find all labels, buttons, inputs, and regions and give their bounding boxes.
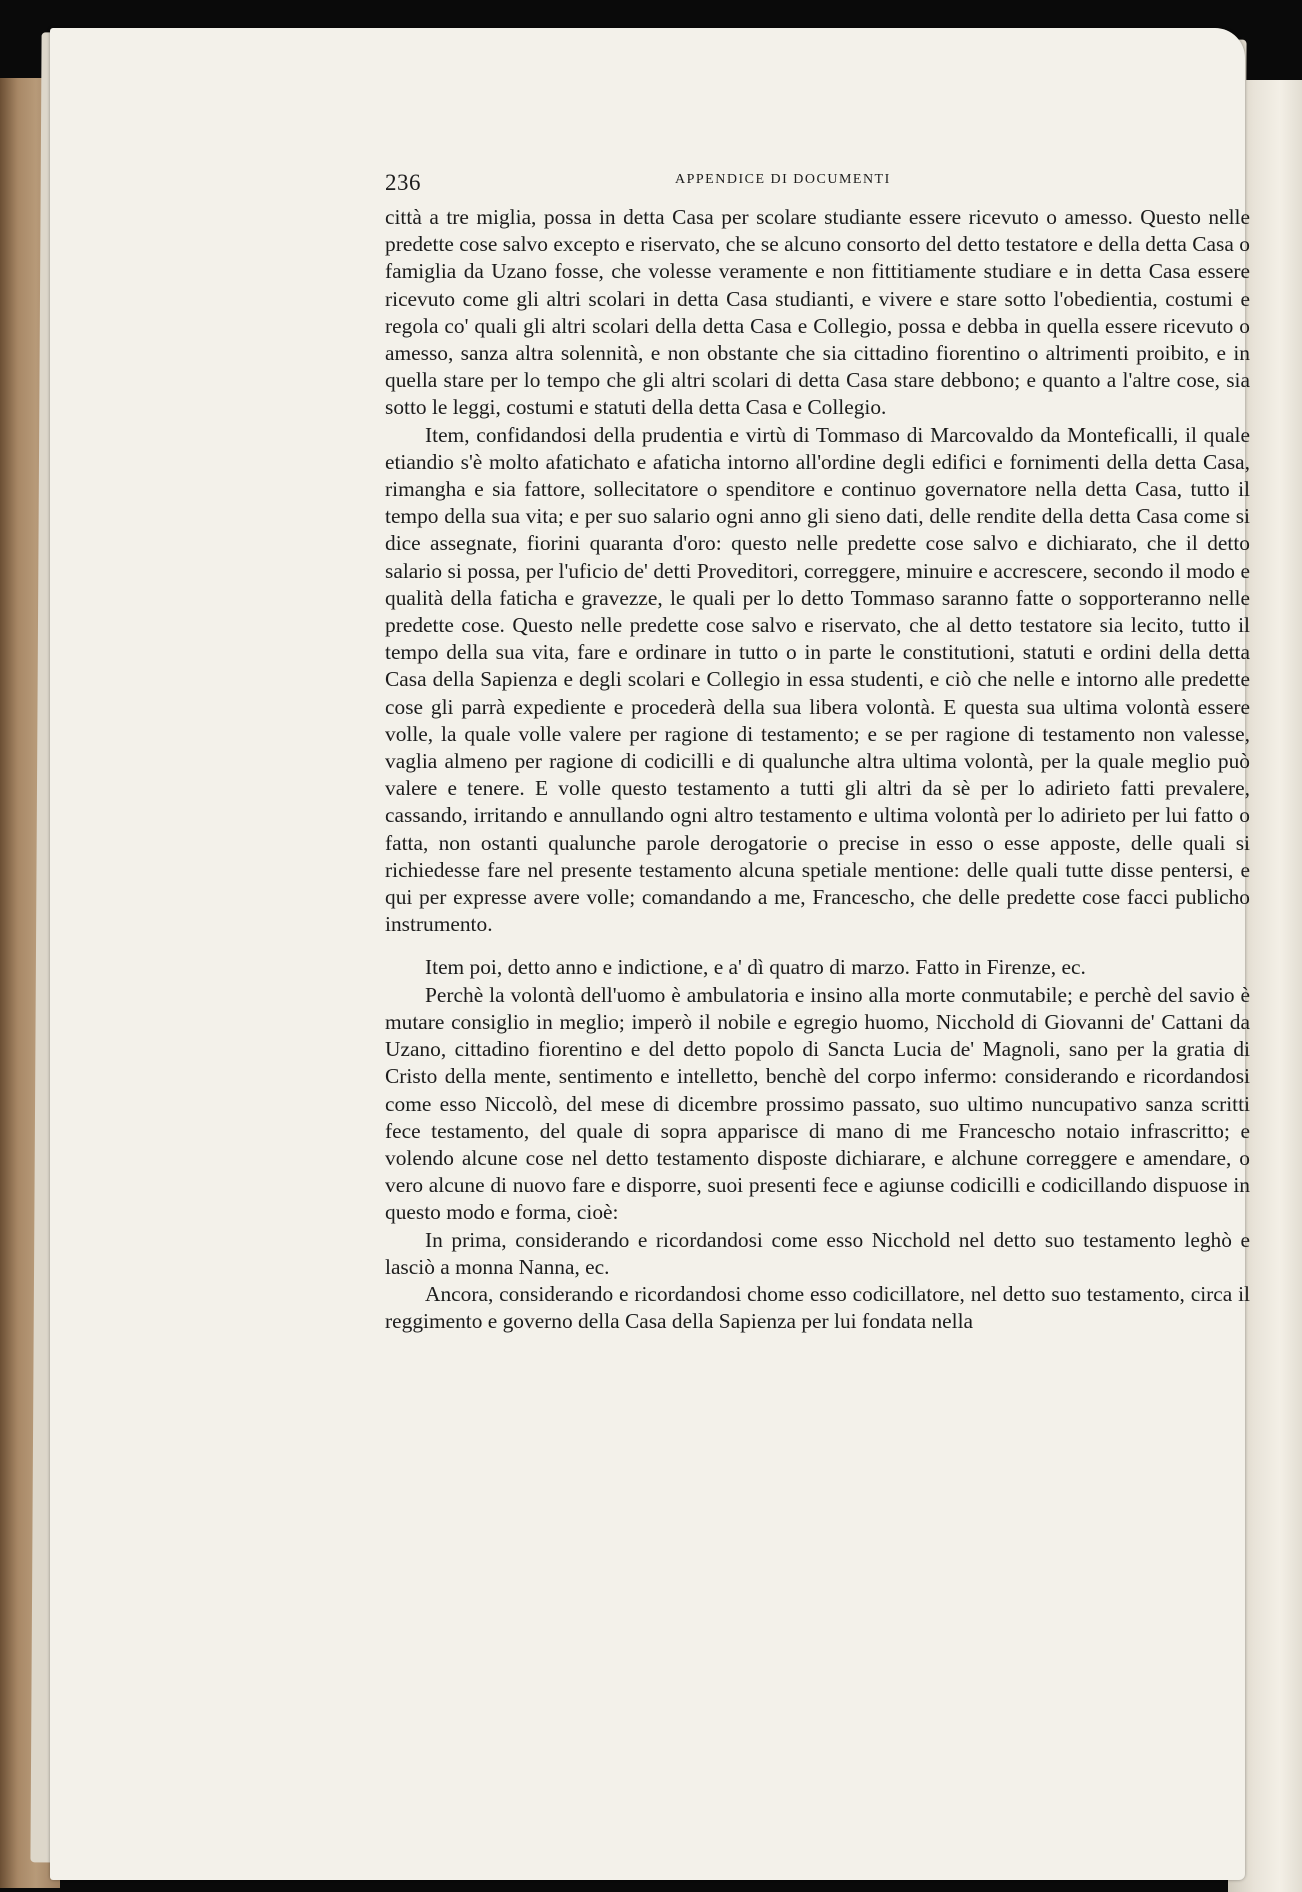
page-header [385,170,1250,204]
paragraph: Ancora, considerando e ricordandosi chome esso codicillatore, nel detto suo testamento, circa il reggimento e governo della Casa della Sapienza per lui fondata nella [385,1281,1250,1334]
paragraph: In prima, considerando e ricordandosi come esso Nicchold nel detto suo testamento leghò e lasciò a monna Nanna, ec. [385,1227,1250,1279]
paragraph: città a tre miglia, possa in detta Casa per scolare studiante essere ricevuto o amesso. Questo nelle predette cose salvo excepto e riservato, che se alcuno consorto del detto testatore e della detta Casa o famiglia da Uzano fosse, che volesse veramente e non fittitiamente studiare e in detta Casa essere ricevuto come gli altri scolari in detta Casa studianti, e vivere e stare sotto l'obedientia, costumi e regola co' quali gli altri scolari della detta Casa e Collegio, possa e debba in quella essere ricevuto o amesso, sanza altra solennità, e non obstante che sia cittadino fiorentino o altrimenti proibito, e in quella stare per lo tempo che gli altri scolari di detta Casa stare debbono; e quanto a l'altre cose, sia sotto le leggi, costumi e statuti della detta Casa e Collegio. [385,205,1250,420]
section-break [385,938,1250,954]
book-page [50,28,1250,1880]
running-head: APPENDICE DI DOCUMENTI [675,172,891,187]
page-number: 236 [385,170,421,195]
paragraph: Item, confidandosi della prudentia e virtù di Tommaso di Marcovaldo da Monteficalli, il quale etiandio s'è molto afatichato e afaticha intorno all'ordine degli edifici e fornimenti della detta Casa, rimangha e sia fattore, sollecitatore o spenditore e continuo governatore nella detta Casa, tutto il tempo della sua vita; e per suo salario ogni anno gli sieno dati, delle rendite della detta Casa come si dice assegnate, fiorini quaranta d'oro: questo nelle predette cose salvo e dichiarato, che il detto salario si possa, per l'uficio de' detti Proveditori, correggere, minuire e accrescere, secondo il modo e qualità della faticha e gravezze, le quali per lo detto Tommaso saranno fatte o sopporteranno nelle predette cose. Questo nelle predette cose salvo e riservato, che al detto testatore sia lecito, tutto il tempo della sua vita, fare e ordinare in tutto o in parte le constitutioni, statuti e ordini della detta Casa della Sapienza e degli scolari e Collegio in essa studenti, e ciò che nelle e intorno alle predette cose gli parrà expediente e procederà della sua libera volontà. E questa sua ultima volontà essere volle, la quale volle valere per ragione di testamento; e se per ragione di testamento non valesse, vaglia almeno per ragione di codicilli e di qualunche altra ultima volontà, per la quale meglio può valere e tenere. E volle questo testamento a tutti gli altri da sè per lo adirieto fatti prevalere, cassando, irritando e annullando ogni altro testamento e ultima volontà per lo adirieto per lui fatto o fatta, non ostanti qualunche parole derogatorie o precise in esso o esse apposte, delle quali si richiedesse fare nel presente testamento alcuna spetiale mentione: delle quali tutte disse pentersi, e qui per expresse avere volle; comandando a me, Francescho, che delle predette cose facci publicho instrumento. [385,422,1250,937]
page-text-block [385,170,1250,1335]
paragraph: Item poi, detto anno e indictione, e a' dì quatro di marzo. Fatto in Firenze, ec. [425,955,1086,980]
paragraph: Perchè la volontà dell'uomo è ambulatoria e insino alla morte conmutabile; e perchè del savio è mutare consiglio in meglio; imperò il nobile e egregio huomo, Nicchold di Giovanni de' Cattani da Uzano, cittadino fiorentino e del detto popolo di Sancta Lucia de' Magnoli, sano per la gratia di Cristo della mente, sentimento e intelletto, benchè del corpo infermo: considerando e ricordandosi come esso Niccolò, del mese di dicembre prossimo passato, suo ultimo nuncupativo sanza scritti fece testamento, del quale di sopra apparisce di mano di me Francescho notaio infrascritto; e volendo alcune cose nel detto testamento disposte dichiarare, e alchune correggere e amendare, o vero alcune di nuovo fare e disporre, suoi presenti fece e agiunse codicilli e codicillando dispuose in questo modo e forma, cioè: [385,982,1250,1225]
